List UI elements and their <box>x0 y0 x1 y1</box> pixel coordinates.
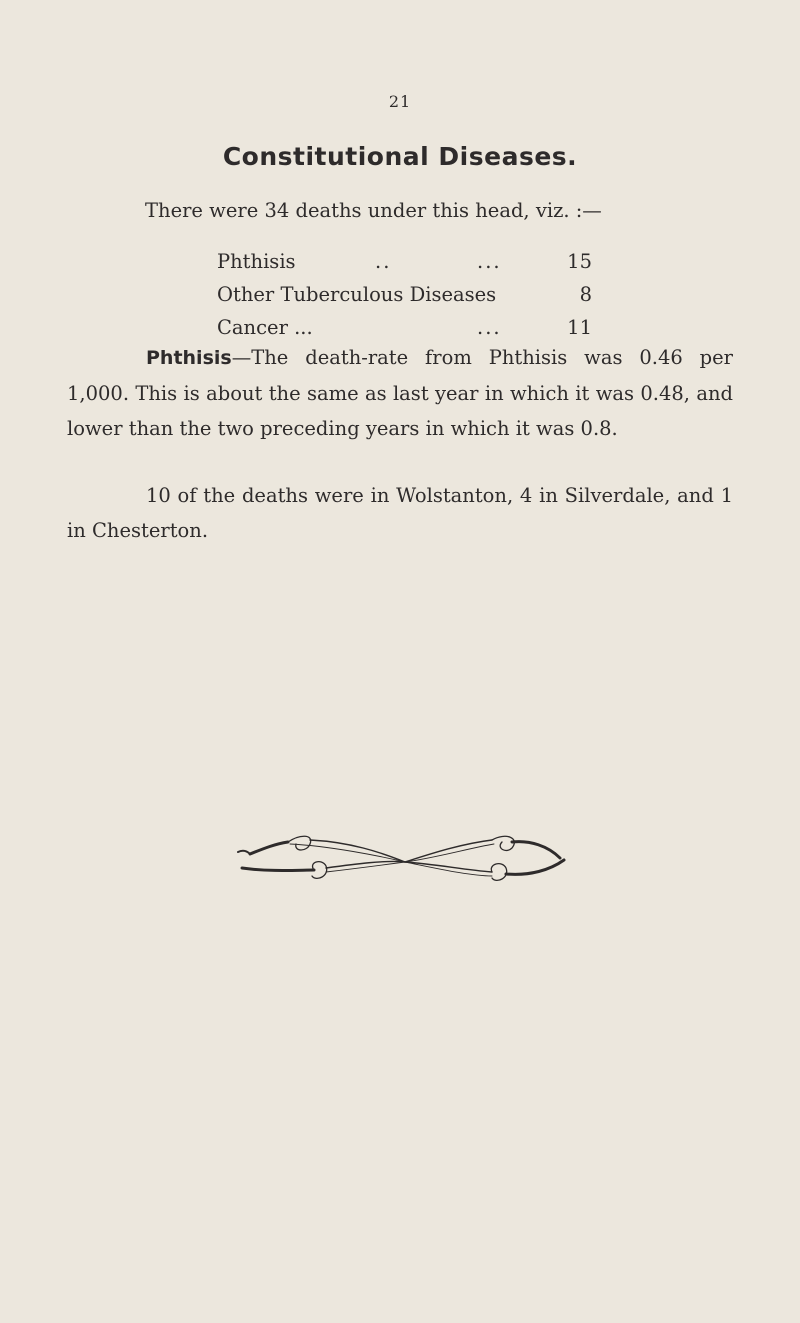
tally-leader-dots: ... <box>477 316 502 339</box>
scroll-flourish-ornament <box>230 830 570 910</box>
tally-count: 11 <box>567 316 592 339</box>
section-title: Constitutional Diseases. <box>222 142 578 171</box>
tally-label: Phthisis <box>217 250 296 273</box>
intro-sentence: There were 34 deaths under this head, viz. :— <box>145 199 602 222</box>
paragraph-lead-heading: Phthisis <box>146 347 232 369</box>
tally-label: Cancer ... <box>217 316 313 339</box>
paragraph-text: —The death-rate from Phthisis was 0.46 per 1,000. This is about the same as last year in which it was 0.48, and lower than the two preceding years in which it was 0.8. <box>67 346 733 440</box>
tally-count: 15 <box>567 250 592 273</box>
tally-leader-dots: ... <box>477 250 502 273</box>
page-number: 21 <box>388 92 412 111</box>
tally-row-phthisis <box>217 245 592 278</box>
tally-row-tuberculous <box>217 278 592 311</box>
tally-count: 8 <box>579 283 592 306</box>
locations-paragraph: 10 of the deaths were in Wolstanton, 4 in Silverdale, and 1 in Chesterton. <box>67 484 733 542</box>
tally-label: Other Tuberculous Diseases <box>217 283 497 306</box>
deaths-tally <box>217 245 592 344</box>
tally-leader-dots: .. <box>375 250 392 273</box>
phthisis-paragraph <box>67 340 733 446</box>
